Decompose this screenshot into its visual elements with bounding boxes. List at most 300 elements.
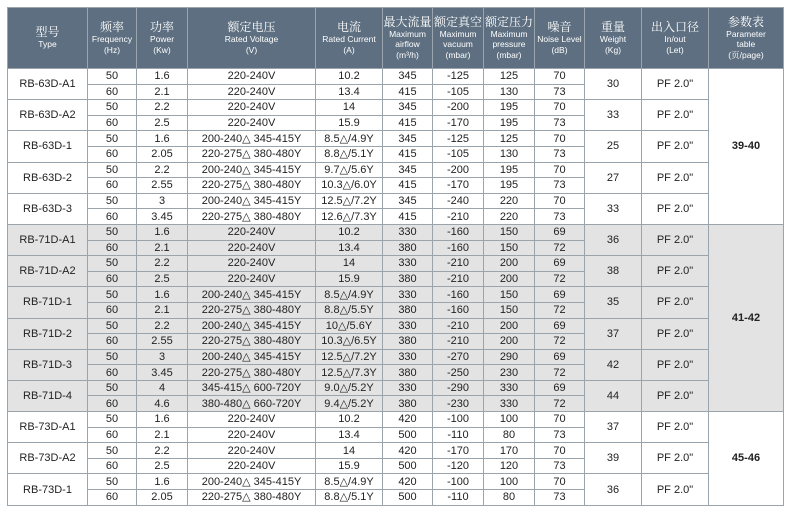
table-row — [8, 193, 784, 209]
header-rated-current-zh: 电流 — [336, 20, 361, 35]
frequency-cell: 50 — [88, 224, 137, 240]
header-max-pressure-zh: 额定压力 — [484, 14, 533, 29]
max-pressure-cell: 150 — [484, 224, 535, 240]
max-vacuum-cell: -200 — [433, 162, 484, 178]
frequency-cell: 60 — [88, 365, 137, 381]
frequency-cell: 50 — [88, 412, 137, 428]
header-weight — [585, 8, 642, 69]
header-type-zh: 型号 — [35, 25, 60, 40]
noise-level-cell: 73 — [535, 209, 585, 225]
max-airflow-cell: 415 — [383, 209, 433, 225]
rated-voltage-cell: 345-415△ 600-720Y — [188, 380, 316, 396]
max-airflow-cell: 345 — [383, 131, 433, 147]
model-type-cell: RB-63D-3 — [8, 193, 88, 224]
max-airflow-cell: 345 — [383, 69, 433, 85]
noise-level-cell: 72 — [535, 334, 585, 350]
rated-current-cell: 8.5△/4.9Y — [316, 131, 383, 147]
table-row — [8, 349, 784, 365]
noise-level-cell: 73 — [535, 458, 585, 474]
max-pressure-cell: 330 — [484, 380, 535, 396]
weight-cell: 36 — [585, 474, 642, 505]
frequency-cell: 60 — [88, 458, 137, 474]
header-frequency-en: (Hz) — [103, 44, 121, 55]
table-row — [8, 474, 784, 490]
in-out-cell: PF 2.0" — [642, 287, 709, 318]
frequency-cell: 60 — [88, 115, 137, 131]
noise-level-cell: 72 — [535, 240, 585, 256]
power-cell: 4.6 — [137, 396, 188, 412]
max-vacuum-cell: -110 — [433, 490, 484, 506]
rated-current-cell: 13.4 — [316, 427, 383, 443]
max-vacuum-cell: -240 — [433, 193, 484, 209]
model-type-cell: RB-63D-A1 — [8, 69, 88, 100]
max-vacuum-cell: -200 — [433, 100, 484, 116]
rated-voltage-cell: 200-240△ 345-415Y — [188, 318, 316, 334]
rated-voltage-cell: 220-240V — [188, 443, 316, 459]
max-airflow-cell: 330 — [383, 287, 433, 303]
max-pressure-cell: 100 — [484, 474, 535, 490]
rated-voltage-cell: 220-240V — [188, 271, 316, 287]
header-max-vacuum-en: vacuum — [443, 39, 473, 50]
table-body — [8, 69, 784, 506]
header-rated-current-en: Rated Current — [322, 34, 376, 45]
frequency-cell: 60 — [88, 209, 137, 225]
frequency-cell: 50 — [88, 69, 137, 85]
power-cell: 2.1 — [137, 302, 188, 318]
parameter-page-cell: 45-46 — [709, 412, 784, 506]
frequency-cell: 60 — [88, 490, 137, 506]
header-rated-voltage-en: (V) — [245, 44, 258, 55]
header-power-en: (Kw) — [153, 44, 171, 55]
rated-current-cell: 8.5△/4.9Y — [316, 474, 383, 490]
max-pressure-cell: 220 — [484, 193, 535, 209]
rated-voltage-cell: 220-240V — [188, 412, 316, 428]
rated-current-cell: 14 — [316, 443, 383, 459]
max-pressure-cell: 150 — [484, 302, 535, 318]
rated-voltage-cell: 200-240△ 345-415Y — [188, 162, 316, 178]
max-pressure-cell: 220 — [484, 209, 535, 225]
noise-level-cell: 70 — [535, 443, 585, 459]
model-type-cell: RB-63D-A2 — [8, 100, 88, 131]
max-vacuum-cell: -100 — [433, 474, 484, 490]
in-out-cell: PF 2.0" — [642, 380, 709, 411]
model-type-cell: RB-71D-A1 — [8, 224, 88, 255]
rated-voltage-cell: 220-240V — [188, 115, 316, 131]
model-type-cell: RB-73D-A1 — [8, 412, 88, 443]
rated-voltage-cell: 220-275△ 380-480Y — [188, 146, 316, 162]
rated-voltage-cell: 220-240V — [188, 224, 316, 240]
max-vacuum-cell: -290 — [433, 380, 484, 396]
header-max-airflow-en: airflow — [395, 39, 420, 50]
table-row — [8, 443, 784, 459]
rated-voltage-cell: 220-275△ 380-480Y — [188, 302, 316, 318]
max-pressure-cell: 195 — [484, 178, 535, 194]
max-airflow-cell: 380 — [383, 365, 433, 381]
rated-current-cell: 8.8△/5.5Y — [316, 302, 383, 318]
model-type-cell: RB-71D-2 — [8, 318, 88, 349]
max-vacuum-cell: -210 — [433, 318, 484, 334]
max-airflow-cell: 420 — [383, 443, 433, 459]
rated-voltage-cell: 200-240△ 345-415Y — [188, 349, 316, 365]
model-type-cell: RB-71D-A2 — [8, 256, 88, 287]
header-max-airflow-zh: 最大流量 — [383, 14, 432, 29]
rated-current-cell: 15.9 — [316, 458, 383, 474]
parameter-page-cell: 39-40 — [709, 69, 784, 225]
frequency-cell: 50 — [88, 100, 137, 116]
frequency-cell: 50 — [88, 162, 137, 178]
max-vacuum-cell: -105 — [433, 146, 484, 162]
header-max-pressure — [484, 8, 535, 69]
power-cell: 1.6 — [137, 69, 188, 85]
rated-current-cell: 14 — [316, 100, 383, 116]
frequency-cell: 50 — [88, 256, 137, 272]
max-pressure-cell: 195 — [484, 100, 535, 116]
power-cell: 2.05 — [137, 146, 188, 162]
frequency-cell: 60 — [88, 271, 137, 287]
in-out-cell: PF 2.0" — [642, 193, 709, 224]
max-pressure-cell: 195 — [484, 115, 535, 131]
header-power — [137, 8, 188, 69]
model-type-cell: RB-71D-4 — [8, 380, 88, 411]
weight-cell: 38 — [585, 256, 642, 287]
header-max-pressure-en: (mbar) — [496, 49, 522, 60]
max-pressure-cell: 170 — [484, 443, 535, 459]
rated-current-cell: 15.9 — [316, 115, 383, 131]
header-parameter-table — [709, 8, 784, 69]
noise-level-cell: 73 — [535, 84, 585, 100]
frequency-cell: 60 — [88, 240, 137, 256]
rated-current-cell: 9.0△/5.2Y — [316, 380, 383, 396]
rated-current-cell: 13.4 — [316, 240, 383, 256]
header-max-airflow-en: Maximum — [389, 29, 426, 40]
max-vacuum-cell: -170 — [433, 115, 484, 131]
frequency-cell: 50 — [88, 474, 137, 490]
frequency-cell: 60 — [88, 396, 137, 412]
noise-level-cell: 73 — [535, 490, 585, 506]
rated-voltage-cell: 220-240V — [188, 427, 316, 443]
model-type-cell: RB-71D-1 — [8, 287, 88, 318]
header-max-airflow-en: (m³/h) — [396, 49, 419, 60]
max-vacuum-cell: -210 — [433, 256, 484, 272]
max-pressure-cell: 200 — [484, 318, 535, 334]
header-max-airflow — [383, 8, 433, 69]
frequency-cell: 50 — [88, 193, 137, 209]
model-type-cell: RB-63D-1 — [8, 131, 88, 162]
header-rated-current — [316, 8, 383, 69]
model-type-cell: RB-73D-1 — [8, 474, 88, 505]
weight-cell: 37 — [585, 318, 642, 349]
noise-level-cell: 70 — [535, 193, 585, 209]
header-noise-level-en: (dB) — [551, 44, 568, 55]
rated-voltage-cell: 220-275△ 380-480Y — [188, 365, 316, 381]
power-cell: 2.2 — [137, 162, 188, 178]
rated-voltage-cell: 220-275△ 380-480Y — [188, 490, 316, 506]
table-row — [8, 256, 784, 272]
max-pressure-cell: 195 — [484, 162, 535, 178]
max-vacuum-cell: -210 — [433, 334, 484, 350]
power-cell: 2.2 — [137, 256, 188, 272]
weight-cell: 25 — [585, 131, 642, 162]
weight-cell: 27 — [585, 162, 642, 193]
header-frequency — [88, 8, 137, 69]
in-out-cell: PF 2.0" — [642, 349, 709, 380]
header-max-pressure-en: pressure — [492, 39, 526, 50]
header-power-zh: 功率 — [149, 20, 174, 35]
table-row — [8, 100, 784, 116]
header-frequency-en: Frequency — [91, 34, 133, 45]
power-cell: 3 — [137, 349, 188, 365]
power-cell: 1.6 — [137, 412, 188, 428]
power-cell: 1.6 — [137, 131, 188, 147]
rated-current-cell: 12.5△/7.3Y — [316, 365, 383, 381]
weight-cell: 44 — [585, 380, 642, 411]
rated-voltage-cell: 220-240V — [188, 458, 316, 474]
power-cell: 3.45 — [137, 365, 188, 381]
weight-cell: 39 — [585, 443, 642, 474]
header-parameter-table-zh: 参数表 — [727, 14, 764, 29]
noise-level-cell: 72 — [535, 302, 585, 318]
table-row — [8, 131, 784, 147]
max-pressure-cell: 125 — [484, 69, 535, 85]
max-pressure-cell: 150 — [484, 287, 535, 303]
max-pressure-cell: 330 — [484, 396, 535, 412]
noise-level-cell: 73 — [535, 178, 585, 194]
noise-level-cell: 73 — [535, 146, 585, 162]
rated-voltage-cell: 220-275△ 380-480Y — [188, 178, 316, 194]
max-vacuum-cell: -210 — [433, 271, 484, 287]
header-parameter-table-en: table — [736, 39, 756, 50]
power-cell: 2.2 — [137, 318, 188, 334]
power-cell: 2.2 — [137, 443, 188, 459]
max-pressure-cell: 125 — [484, 131, 535, 147]
rated-voltage-cell: 200-240△ 345-415Y — [188, 131, 316, 147]
table-row — [8, 224, 784, 240]
table-row — [8, 380, 784, 396]
parameter-page-cell: 41-42 — [709, 224, 784, 411]
frequency-cell: 50 — [88, 349, 137, 365]
power-cell: 2.2 — [137, 100, 188, 116]
noise-level-cell: 70 — [535, 131, 585, 147]
rated-voltage-cell: 220-240V — [188, 240, 316, 256]
power-cell: 2.5 — [137, 458, 188, 474]
max-pressure-cell: 130 — [484, 146, 535, 162]
frequency-cell: 60 — [88, 178, 137, 194]
header-rated-voltage-en: Rated Voltage — [224, 34, 279, 45]
weight-cell: 42 — [585, 349, 642, 380]
frequency-cell: 50 — [88, 318, 137, 334]
rated-current-cell: 10.2 — [316, 69, 383, 85]
power-cell: 2.05 — [137, 490, 188, 506]
rated-voltage-cell: 200-240△ 345-415Y — [188, 193, 316, 209]
max-vacuum-cell: -160 — [433, 287, 484, 303]
spec-table-container — [7, 7, 783, 506]
max-airflow-cell: 500 — [383, 490, 433, 506]
rated-current-cell: 14 — [316, 256, 383, 272]
header-in-out-en: (Let) — [666, 44, 684, 55]
noise-level-cell: 70 — [535, 474, 585, 490]
max-airflow-cell: 345 — [383, 100, 433, 116]
header-max-vacuum-en: Maximum — [439, 29, 477, 40]
table-header — [8, 8, 784, 69]
noise-level-cell: 69 — [535, 349, 585, 365]
max-airflow-cell: 415 — [383, 115, 433, 131]
rated-current-cell: 10△/5.6Y — [316, 318, 383, 334]
table-row — [8, 162, 784, 178]
rated-current-cell: 8.5△/4.9Y — [316, 287, 383, 303]
max-airflow-cell: 345 — [383, 193, 433, 209]
max-pressure-cell: 100 — [484, 412, 535, 428]
max-vacuum-cell: -210 — [433, 209, 484, 225]
max-airflow-cell: 380 — [383, 240, 433, 256]
weight-cell: 35 — [585, 287, 642, 318]
frequency-cell: 60 — [88, 84, 137, 100]
header-rated-voltage — [188, 8, 316, 69]
table-row — [8, 318, 784, 334]
max-airflow-cell: 415 — [383, 178, 433, 194]
weight-cell: 30 — [585, 69, 642, 100]
rated-current-cell: 12.6△/7.3Y — [316, 209, 383, 225]
max-pressure-cell: 80 — [484, 490, 535, 506]
noise-level-cell: 70 — [535, 412, 585, 428]
power-cell: 2.1 — [137, 427, 188, 443]
in-out-cell: PF 2.0" — [642, 224, 709, 255]
max-airflow-cell: 330 — [383, 349, 433, 365]
model-type-cell: RB-73D-A2 — [8, 443, 88, 474]
header-power-en: Power — [149, 34, 175, 45]
max-airflow-cell: 415 — [383, 146, 433, 162]
rated-voltage-cell: 200-240△ 345-415Y — [188, 287, 316, 303]
max-airflow-cell: 380 — [383, 396, 433, 412]
max-airflow-cell: 330 — [383, 318, 433, 334]
max-pressure-cell: 80 — [484, 427, 535, 443]
max-vacuum-cell: -100 — [433, 412, 484, 428]
max-pressure-cell: 230 — [484, 365, 535, 381]
noise-level-cell: 73 — [535, 115, 585, 131]
header-max-vacuum-zh: 额定真空 — [433, 14, 482, 29]
rated-current-cell: 10.2 — [316, 412, 383, 428]
in-out-cell: PF 2.0" — [642, 69, 709, 100]
power-cell: 2.5 — [137, 115, 188, 131]
power-cell: 2.1 — [137, 84, 188, 100]
rated-voltage-cell: 220-240V — [188, 100, 316, 116]
model-type-cell: RB-71D-3 — [8, 349, 88, 380]
noise-level-cell: 69 — [535, 318, 585, 334]
power-cell: 2.5 — [137, 271, 188, 287]
frequency-cell: 60 — [88, 334, 137, 350]
max-airflow-cell: 380 — [383, 271, 433, 287]
noise-level-cell: 70 — [535, 162, 585, 178]
rated-current-cell: 8.8△/5.1Y — [316, 146, 383, 162]
in-out-cell: PF 2.0" — [642, 443, 709, 474]
max-vacuum-cell: -110 — [433, 427, 484, 443]
rated-current-cell: 9.4△/5.2Y — [316, 396, 383, 412]
power-cell: 1.6 — [137, 224, 188, 240]
noise-level-cell: 70 — [535, 100, 585, 116]
in-out-cell: PF 2.0" — [642, 162, 709, 193]
noise-level-cell: 72 — [535, 365, 585, 381]
frequency-cell: 50 — [88, 287, 137, 303]
max-pressure-cell: 120 — [484, 458, 535, 474]
rated-current-cell: 12.5△/7.2Y — [316, 349, 383, 365]
rated-current-cell: 12.5△/7.2Y — [316, 193, 383, 209]
rated-current-cell: 15.9 — [316, 271, 383, 287]
header-in-out-zh: 出入口径 — [650, 20, 699, 35]
weight-cell: 33 — [585, 100, 642, 131]
in-out-cell: PF 2.0" — [642, 474, 709, 505]
header-row — [8, 8, 784, 69]
header-max-vacuum-en: (mbar) — [445, 49, 471, 60]
noise-level-cell: 70 — [535, 69, 585, 85]
max-vacuum-cell: -160 — [433, 302, 484, 318]
noise-level-cell: 72 — [535, 271, 585, 287]
max-vacuum-cell: -160 — [433, 224, 484, 240]
header-parameter-table-en: Parameter — [726, 29, 766, 40]
rated-current-cell: 8.8△/5.1Y — [316, 490, 383, 506]
header-in-out-en: In/out — [664, 34, 686, 45]
power-cell: 2.55 — [137, 178, 188, 194]
max-airflow-cell: 415 — [383, 84, 433, 100]
header-in-out — [642, 8, 709, 69]
header-noise-level-en: Noise Level — [537, 34, 582, 45]
power-cell: 3.45 — [137, 209, 188, 225]
max-airflow-cell: 345 — [383, 162, 433, 178]
power-cell: 2.1 — [137, 240, 188, 256]
header-frequency-zh: 频率 — [99, 20, 124, 35]
max-vacuum-cell: -230 — [433, 396, 484, 412]
noise-level-cell: 69 — [535, 224, 585, 240]
max-pressure-cell: 290 — [484, 349, 535, 365]
noise-level-cell: 69 — [535, 380, 585, 396]
max-vacuum-cell: -170 — [433, 178, 484, 194]
max-airflow-cell: 330 — [383, 380, 433, 396]
noise-level-cell: 69 — [535, 287, 585, 303]
frequency-cell: 50 — [88, 380, 137, 396]
in-out-cell: PF 2.0" — [642, 412, 709, 443]
weight-cell: 37 — [585, 412, 642, 443]
table-row — [8, 287, 784, 303]
header-parameter-table-en: (页/page) — [728, 49, 764, 60]
rated-current-cell: 10.3△/6.0Y — [316, 178, 383, 194]
rated-current-cell: 9.7△/5.6Y — [316, 162, 383, 178]
frequency-cell: 60 — [88, 427, 137, 443]
rated-voltage-cell: 220-240V — [188, 69, 316, 85]
power-cell: 1.6 — [137, 474, 188, 490]
rated-current-cell: 13.4 — [316, 84, 383, 100]
model-type-cell: RB-63D-2 — [8, 162, 88, 193]
max-pressure-cell: 150 — [484, 240, 535, 256]
rated-current-cell: 10.3△/6.5Y — [316, 334, 383, 350]
max-airflow-cell: 500 — [383, 427, 433, 443]
in-out-cell: PF 2.0" — [642, 318, 709, 349]
max-airflow-cell: 380 — [383, 334, 433, 350]
max-pressure-cell: 200 — [484, 271, 535, 287]
header-max-vacuum — [433, 8, 484, 69]
max-vacuum-cell: -170 — [433, 443, 484, 459]
spec-table — [7, 7, 784, 506]
noise-level-cell: 69 — [535, 256, 585, 272]
power-cell: 1.6 — [137, 287, 188, 303]
in-out-cell: PF 2.0" — [642, 131, 709, 162]
power-cell: 3 — [137, 193, 188, 209]
header-noise-level-zh: 噪音 — [547, 20, 572, 35]
header-rated-current-en: (A) — [343, 44, 355, 55]
max-airflow-cell: 380 — [383, 302, 433, 318]
power-cell: 2.55 — [137, 334, 188, 350]
max-pressure-cell: 130 — [484, 84, 535, 100]
max-vacuum-cell: -105 — [433, 84, 484, 100]
rated-voltage-cell: 220-275△ 380-480Y — [188, 209, 316, 225]
power-cell: 4 — [137, 380, 188, 396]
